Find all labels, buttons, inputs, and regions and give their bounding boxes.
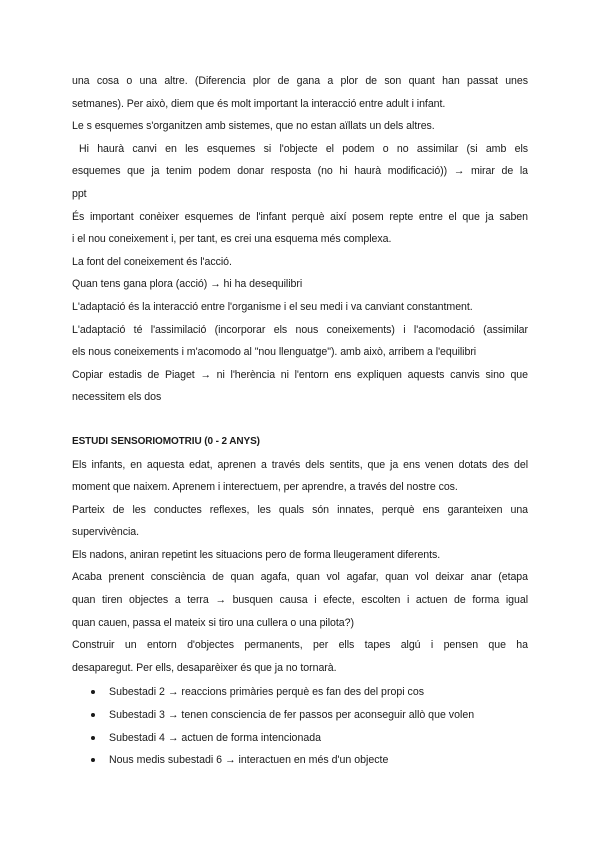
section-heading: ESTUDI SENSORIOMOTRIU (0 - 2 ANYS) [72,435,260,447]
list-item [72,681,528,704]
text-line: setmanes). Per això, diem que és molt important la interacció entre adult i infant. [72,97,446,110]
bullet-icon [91,758,95,762]
text-line: els nous coneixements i m'acomodo al "nou llenguatge"). amb això, arribem a l'equilibri [72,346,477,359]
paragraph [72,454,528,499]
text-line: quan tiren objectes a terra → busquen causa i efecte, escolten i actuen de forma igual [72,594,528,607]
list-item-text: Subestadi 3 → tenen consciencia de fer passos per aconseguir allò que volen [109,709,475,722]
document-page [72,70,528,772]
text-line: Hi haurà canvi en les esquemes si l'objecte el podem o no assimilar (si amb els [79,142,528,155]
text-line: necessitem els dos [72,391,162,404]
list-item [72,749,528,772]
text-line: Els nadons, aniran repetint les situacions pero de forma lleugerament diferents. [72,548,441,561]
list-item [72,704,528,727]
text-line: L'adaptació és la interacció entre l'organisme i el seu medi i va canviant constantment. [72,300,473,313]
text-line: L'adaptació té l'assimilació (incorporar els nous coneixements) i l'acomodació (assimilar [72,323,528,336]
text-line: Copiar estadis de Piaget → ni l'herència ni l'entorn ens expliquen aquests canvis sino que [72,368,528,381]
paragraph [72,319,528,364]
text-line: Construir un entorn d'objectes permanents, per ells tapes algú i pensen que ha [72,639,528,652]
text-line: És important conèixer esquemes de l'infant perquè així posem repte entre el que ja saben [72,210,528,223]
text-line: Acaba prenent consciència de quan agafa, quan vol agafar, quan vol deixar anar (etapa [72,571,528,584]
text-line: esquemes que ja tenim podem donar resposta (no hi haurà modificació)) → mirar de la [72,165,528,178]
paragraph [72,251,528,274]
list-item [72,727,528,750]
text-line: Els infants, en aquesta edat, aprenen a través dels sentits, que ja ens venen dotats des del [72,458,528,471]
text-line: i el nou coneixement i, per tant, es crei una esquema més complexa. [72,233,392,246]
text-line: desaparegut. Per ells, desaparèixer és que ja no tornarà. [72,661,337,674]
spacer [72,409,528,431]
paragraph [72,364,528,409]
paragraph [72,138,528,206]
paragraph [72,273,528,296]
text-line: Le s esquemes s'organitzen amb sistemes, que no estan aïllats un dels altres. [72,120,435,133]
text-line: Quan tens gana plora (acció) → hi ha desequilibri [72,278,303,291]
paragraph [72,115,528,138]
bullet-list [72,681,528,771]
paragraph [72,544,528,567]
text-line: ppt [72,187,87,200]
text-line: una cosa o una altre. (Diferencia plor de gana a plor de son quant han passat unes [72,75,528,87]
text-line: moment que naixem. Aprenem i interectuem, per aprendre, a través del nostre cos. [72,481,458,494]
text-line: La font del coneixement és l'acció. [72,255,232,268]
text-line: supervivència. [72,526,140,539]
paragraph [72,634,528,679]
text-line: quan cauen, passa el mateix si tiro una cullera o una pilota?) [72,616,354,629]
paragraph [72,70,528,115]
text-line: Parteix de les conductes reflexes, les quals són innates, perquè ens garanteixen una [72,503,528,516]
bullet-icon [91,713,95,717]
list-item-text: Nous medis subestadi 6 → interactuen en més d'un objecte [109,754,389,767]
list-item-text: Subestadi 4 → actuen de forma intencionada [109,731,322,744]
paragraph [72,206,528,251]
paragraph [72,499,528,544]
bullet-icon [91,690,95,694]
list-item-text: Subestadi 2 → reaccions primàries perquè es fan des del propi cos [109,686,425,699]
paragraph [72,566,528,634]
bullet-icon [91,736,95,740]
paragraph [72,296,528,319]
